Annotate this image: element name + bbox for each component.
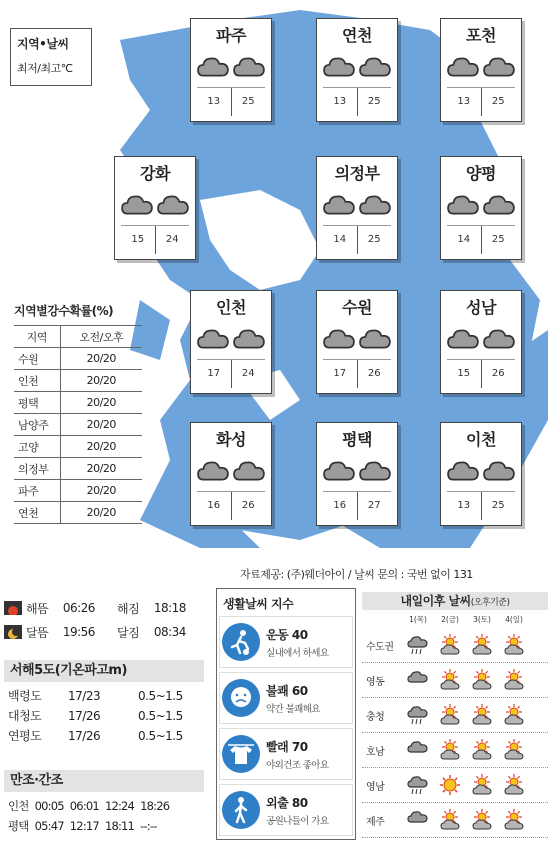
cloud-icon xyxy=(121,192,153,220)
region-name: 수원 xyxy=(342,298,372,317)
sun-cloud-icon xyxy=(498,809,530,831)
region-name: 강화 xyxy=(140,164,170,183)
tide-time: 12:17 xyxy=(69,819,99,833)
temp-low: 15 xyxy=(447,360,482,388)
cloud-icon xyxy=(233,458,265,486)
cloud-icon xyxy=(447,326,479,354)
cloud-icon xyxy=(447,54,479,82)
sun-cloud-icon xyxy=(498,739,530,761)
cloud-icon xyxy=(197,54,229,82)
cloud-icon xyxy=(483,326,515,354)
forecast-region: 제주 xyxy=(366,816,385,828)
rain-value: 20/20 xyxy=(60,480,142,502)
region-temps xyxy=(121,226,189,254)
region-weather-icons xyxy=(191,325,271,355)
table-row xyxy=(14,502,142,524)
sun-cloud-icon xyxy=(466,739,498,761)
forecast-row xyxy=(362,628,548,663)
region-weather-icons xyxy=(441,53,521,83)
temp-low: 16 xyxy=(197,492,232,520)
tide-times xyxy=(4,770,204,836)
list-item xyxy=(4,706,204,726)
life-index-item xyxy=(219,728,353,780)
tide-title: 만조·간조 xyxy=(4,770,204,792)
region-weather-icons xyxy=(441,325,521,355)
island-temp: 17/26 xyxy=(68,709,101,723)
list-item xyxy=(4,816,204,836)
tide-time: --:-- xyxy=(140,819,157,833)
forecast-row xyxy=(362,768,548,803)
sun-cloud-icon xyxy=(466,634,498,656)
rain-region: 연천 xyxy=(14,502,60,524)
temp-high: 26 xyxy=(241,500,255,511)
tide-time: 18:11 xyxy=(104,819,135,833)
forecast-row xyxy=(362,663,548,698)
region-temps xyxy=(447,88,515,116)
moonrise-icon xyxy=(4,625,22,639)
temp-high: 24 xyxy=(241,368,255,379)
cloud-icon xyxy=(483,458,515,486)
region-card xyxy=(316,156,398,260)
rain-grid xyxy=(14,325,142,524)
tide-location: 인천 xyxy=(8,799,29,813)
tide-location: 평택 xyxy=(8,819,29,833)
sea-title: 서해5도(기온파고m) xyxy=(4,660,204,682)
forecast-region: 충청 xyxy=(366,711,385,723)
region-temps xyxy=(447,226,515,254)
sun-cloud-icon xyxy=(434,809,466,831)
region-name: 포천 xyxy=(466,26,496,45)
region-card xyxy=(190,290,272,394)
sun-cloud-icon xyxy=(466,774,498,796)
temp-high: 25 xyxy=(491,96,505,107)
life-index-item xyxy=(219,672,353,724)
cloud-icon xyxy=(402,739,434,761)
rain-value: 20/20 xyxy=(60,392,142,414)
west-sea-islands xyxy=(4,660,204,746)
rain-region: 인천 xyxy=(14,370,60,392)
forecast-region: 영동 xyxy=(366,676,385,688)
life-index-value: 불쾌 60 xyxy=(266,683,308,698)
forecast-row xyxy=(362,698,548,733)
region-temps xyxy=(447,360,515,388)
temp-high: 27 xyxy=(367,500,381,511)
region-name: 성남 xyxy=(466,298,496,317)
temp-low: 14 xyxy=(447,226,482,254)
temp-low: 17 xyxy=(197,360,232,388)
table-row xyxy=(14,480,142,502)
island-temp: 17/23 xyxy=(68,689,101,703)
forecast-day: 1(목) xyxy=(409,615,427,624)
sun-cloud-icon xyxy=(434,669,466,691)
region-temps xyxy=(323,226,391,254)
cloud-icon xyxy=(483,192,515,220)
temp-high: 24 xyxy=(165,234,179,245)
sun-cloud-icon xyxy=(434,704,466,726)
list-item xyxy=(4,796,204,816)
cloud-icon xyxy=(197,326,229,354)
header-spacer xyxy=(362,614,402,628)
region-temps xyxy=(447,492,515,520)
rain-header-ampm: 오전/오후 xyxy=(60,326,142,348)
forecast-title xyxy=(362,592,548,610)
rain-value: 20/20 xyxy=(60,458,142,480)
table-row xyxy=(14,392,142,414)
region-card xyxy=(440,18,522,122)
sunrise-icon xyxy=(4,601,22,615)
cloud-icon xyxy=(402,669,434,691)
life-index-item xyxy=(219,616,353,668)
cloud-icon xyxy=(157,192,189,220)
cloud-icon xyxy=(447,458,479,486)
cloud-icon xyxy=(323,54,355,82)
sun-cloud-icon xyxy=(466,669,498,691)
island-wave: 0.5~1.5 xyxy=(138,709,183,723)
region-temps xyxy=(197,360,265,388)
life-index-value: 빨래 70 xyxy=(266,739,308,754)
forecast-title-text: 내일이후 날씨 xyxy=(400,594,471,608)
temp-low: 13 xyxy=(447,492,482,520)
island-name: 연평도 xyxy=(8,729,42,743)
region-weather-icons xyxy=(441,191,521,221)
cloud-rain-icon xyxy=(402,704,434,726)
forecast-day: 4(일) xyxy=(505,615,523,624)
forecast-next-days xyxy=(362,592,548,838)
cloud-icon xyxy=(359,326,391,354)
region-card xyxy=(190,422,272,526)
region-name: 평택 xyxy=(342,430,372,449)
tide-time: 18:26 xyxy=(140,799,170,813)
temp-high: 26 xyxy=(367,368,381,379)
rain-region: 의정부 xyxy=(14,458,60,480)
region-temps xyxy=(197,88,265,116)
island-temp: 17/26 xyxy=(68,729,101,743)
sun-icon xyxy=(434,774,466,796)
region-weather-icons xyxy=(441,457,521,487)
temp-high: 25 xyxy=(491,234,505,245)
life-text xyxy=(266,738,328,771)
region-temps xyxy=(323,492,391,520)
sun-cloud-icon xyxy=(498,634,530,656)
life-weather-index xyxy=(216,588,356,840)
life-text xyxy=(266,682,320,715)
temp-low: 15 xyxy=(121,226,156,254)
shirt-icon xyxy=(222,735,260,773)
rain-value: 20/20 xyxy=(60,414,142,436)
region-name: 파주 xyxy=(216,26,246,45)
temp-high: 26 xyxy=(491,368,505,379)
forecast-day: 3(토) xyxy=(473,615,491,624)
life-text xyxy=(266,794,328,827)
life-text xyxy=(266,626,328,659)
life-index-value: 외출 80 xyxy=(266,795,308,810)
region-weather-icons xyxy=(317,53,397,83)
region-name: 양평 xyxy=(466,164,496,183)
cloud-icon xyxy=(359,192,391,220)
tide-time: 05:47 xyxy=(34,819,64,833)
moon-row xyxy=(4,620,204,644)
running-person-icon xyxy=(222,623,260,661)
island-wave: 0.5~1.5 xyxy=(138,729,183,743)
cloud-icon xyxy=(402,809,434,831)
sun-cloud-icon xyxy=(466,809,498,831)
list-item xyxy=(4,686,204,706)
rain-region: 고양 xyxy=(14,436,60,458)
sun-moon-times xyxy=(4,596,204,644)
region-name: 이천 xyxy=(466,430,496,449)
region-name: 의정부 xyxy=(334,164,380,183)
temp-high: 25 xyxy=(491,500,505,511)
temp-low: 14 xyxy=(323,226,358,254)
cloud-icon xyxy=(197,458,229,486)
cloud-icon xyxy=(323,192,355,220)
sun-cloud-icon xyxy=(498,704,530,726)
rain-value: 20/20 xyxy=(60,348,142,370)
map-legend xyxy=(10,28,92,86)
cloud-icon xyxy=(359,54,391,82)
data-source: 자료제공: (주)웨더아이 / 날씨 문의 : 국번 없이 131 xyxy=(240,568,473,581)
region-weather-icons xyxy=(191,53,271,83)
temp-high: 25 xyxy=(367,96,381,107)
rain-region: 남양주 xyxy=(14,414,60,436)
rain-value: 20/20 xyxy=(60,370,142,392)
island-name: 백령도 xyxy=(8,689,42,703)
temp-high: 25 xyxy=(241,96,255,107)
rain-title: 지역별강수확률(%) xyxy=(14,304,114,318)
table-row xyxy=(14,348,142,370)
temp-low: 13 xyxy=(447,88,482,116)
moonrise-time: 19:56 xyxy=(62,625,95,639)
region-name: 화성 xyxy=(216,430,246,449)
sun-cloud-icon xyxy=(434,739,466,761)
region-weather-icons xyxy=(317,325,397,355)
cloud-icon xyxy=(233,326,265,354)
region-temps xyxy=(197,492,265,520)
list-item xyxy=(4,726,204,746)
moonrise-label: 달뜸 xyxy=(26,625,49,640)
life-index-desc: 약간 불쾌해요 xyxy=(266,703,320,715)
forecast-row xyxy=(362,803,548,838)
cloud-icon xyxy=(233,54,265,82)
forecast-day: 2(금) xyxy=(441,615,459,624)
sunset-time: 18:18 xyxy=(153,601,186,615)
life-title: 생활날씨 지수 xyxy=(223,597,294,611)
island-name: 대청도 xyxy=(8,709,42,723)
forecast-day-headers xyxy=(362,614,548,628)
moonset-time: 08:34 xyxy=(153,625,186,639)
table-row xyxy=(14,436,142,458)
life-index-desc: 야외건조 좋아요 xyxy=(266,759,329,771)
tide-time: 06:01 xyxy=(69,799,99,813)
sun-cloud-icon xyxy=(434,634,466,656)
table-row xyxy=(14,370,142,392)
cloud-icon xyxy=(323,458,355,486)
rain-header-region: 지역 xyxy=(14,326,60,348)
table-row xyxy=(14,414,142,436)
region-weather-icons xyxy=(317,191,397,221)
sunrise-label: 해뜸 xyxy=(26,601,49,616)
forecast-region: 수도권 xyxy=(366,641,394,653)
region-temps xyxy=(323,360,391,388)
temp-low: 17 xyxy=(323,360,358,388)
region-card xyxy=(440,290,522,394)
legend-subtitle: 최저/최고℃ xyxy=(17,62,73,75)
tide-time: 00:05 xyxy=(34,799,64,813)
region-card xyxy=(114,156,196,260)
rain-value: 20/20 xyxy=(60,502,142,524)
table-row xyxy=(14,458,142,480)
cloud-icon xyxy=(359,458,391,486)
region-card xyxy=(440,422,522,526)
legend-title: 지역•날씨 xyxy=(17,37,69,51)
sun-row xyxy=(4,596,204,620)
life-index-desc: 공원나들이 가요 xyxy=(266,815,329,827)
region-card xyxy=(316,290,398,394)
region-card xyxy=(190,18,272,122)
life-index-item xyxy=(219,784,353,836)
sunrise-time: 06:26 xyxy=(62,601,95,615)
temp-low: 13 xyxy=(323,88,358,116)
cloud-icon xyxy=(483,54,515,82)
rain-probability-table xyxy=(14,302,142,524)
sun-cloud-icon xyxy=(466,704,498,726)
life-index-desc: 실내에서 하세요 xyxy=(266,647,329,659)
cloud-rain-icon xyxy=(402,634,434,656)
region-card xyxy=(440,156,522,260)
rain-region: 수원 xyxy=(14,348,60,370)
island-wave: 0.5~1.5 xyxy=(138,689,183,703)
cloud-rain-icon xyxy=(402,774,434,796)
life-index-value: 운동 40 xyxy=(266,627,308,642)
region-name: 인천 xyxy=(216,298,246,317)
moonset-label: 달짐 xyxy=(117,625,140,640)
region-temps xyxy=(323,88,391,116)
temp-low: 13 xyxy=(197,88,232,116)
rain-value: 20/20 xyxy=(60,436,142,458)
temp-low: 16 xyxy=(323,492,358,520)
unpleasant-face-icon xyxy=(222,679,260,717)
rain-region: 평택 xyxy=(14,392,60,414)
sun-cloud-icon xyxy=(498,774,530,796)
temp-high: 25 xyxy=(367,234,381,245)
region-weather-icons xyxy=(115,191,195,221)
region-weather-icons xyxy=(317,457,397,487)
sunset-label: 해짐 xyxy=(117,601,140,616)
cloud-icon xyxy=(323,326,355,354)
region-card xyxy=(316,18,398,122)
forecast-row xyxy=(362,733,548,768)
forecast-region: 호남 xyxy=(366,746,385,758)
region-name: 연천 xyxy=(342,26,372,45)
forecast-region: 영남 xyxy=(366,781,385,793)
region-weather-icons xyxy=(191,457,271,487)
rain-region: 파주 xyxy=(14,480,60,502)
forecast-note: (오후기준) xyxy=(470,598,510,608)
walking-person-icon xyxy=(222,791,260,829)
region-card xyxy=(316,422,398,526)
sun-cloud-icon xyxy=(498,669,530,691)
cloud-icon xyxy=(447,192,479,220)
tide-time: 12:24 xyxy=(104,799,135,813)
